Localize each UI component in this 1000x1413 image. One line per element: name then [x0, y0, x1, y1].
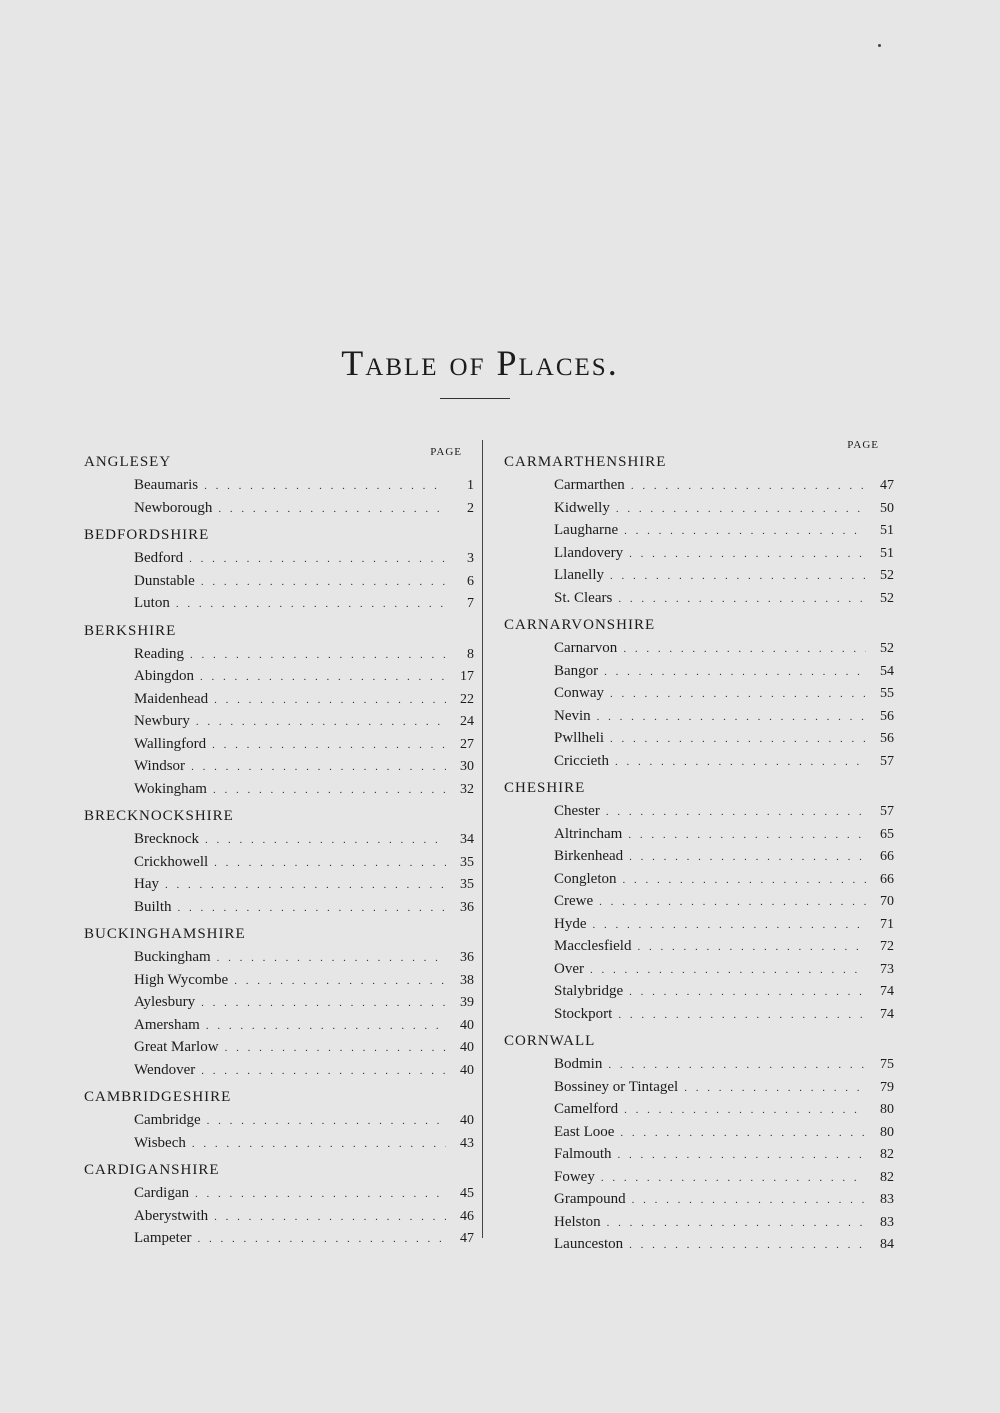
place-entry: [84, 1109, 474, 1132]
page-number: 66: [880, 871, 894, 887]
place-name: Hay: [134, 876, 159, 892]
page-number: 43: [460, 1135, 474, 1151]
place-entry: [504, 750, 894, 773]
place-entry: [84, 969, 474, 992]
page-number: 36: [460, 950, 474, 965]
place-name: High Wycombe: [134, 971, 229, 988]
place-name: Dunstable: [134, 572, 195, 589]
dot-leader: [217, 947, 446, 970]
page-number: 40: [460, 1040, 474, 1055]
dot-leader: [610, 683, 866, 706]
page-number: 80: [880, 1124, 894, 1140]
place-name: Falmouth: [554, 1146, 612, 1162]
place-entry: [84, 1205, 474, 1228]
page-number: 39: [460, 995, 474, 1010]
page-number: 50: [880, 500, 894, 516]
column-divider: [482, 440, 483, 1238]
place-entry: [84, 688, 474, 711]
county-heading: BUCKINGHAMSHIRE: [84, 926, 246, 942]
page-number: 47: [460, 1231, 474, 1246]
page-number: 72: [880, 939, 894, 954]
place-entry: [504, 1003, 894, 1026]
place-entry: [84, 474, 474, 497]
place-entry: [84, 733, 474, 756]
place-entry: [504, 958, 894, 981]
page-number: 45: [460, 1186, 474, 1201]
page-number: 35: [460, 877, 474, 892]
left-column: [84, 446, 474, 1250]
place-entry: [504, 823, 894, 846]
page-number: 57: [880, 753, 894, 769]
dot-leader: [200, 666, 446, 689]
dot-leader: [225, 1037, 446, 1060]
place-name: Aberystwith: [134, 1207, 209, 1224]
place-name: Newbury: [134, 713, 190, 729]
dot-leader: [201, 992, 446, 1015]
dot-leader: [214, 689, 446, 712]
place-entry: [504, 705, 894, 728]
page-number: 83: [880, 1214, 894, 1230]
dot-leader: [624, 1099, 866, 1122]
place-entry: [84, 710, 474, 733]
place-entry: [84, 851, 474, 874]
page-number: 75: [880, 1057, 894, 1072]
place-name: Cambridge: [134, 1112, 201, 1128]
place-name: Carmarthen: [554, 477, 625, 493]
place-name: Congleton: [554, 870, 617, 887]
dot-leader: [214, 1206, 446, 1229]
page-number: 74: [880, 984, 894, 999]
place-name: Bedford: [134, 550, 184, 566]
place-name: Llanelly: [554, 567, 604, 583]
place-name: Cardigan: [134, 1185, 189, 1201]
place-name: Nevin: [554, 707, 591, 724]
place-entry: [504, 637, 894, 660]
page-number: 35: [460, 854, 474, 870]
dot-leader: [234, 970, 446, 993]
dot-leader: [195, 1183, 446, 1206]
page-number: 51: [880, 545, 894, 561]
dot-leader: [631, 475, 866, 498]
place-name: Hyde: [554, 915, 587, 932]
place-entry: [84, 1014, 474, 1037]
place-name: Stalybridge: [554, 983, 624, 999]
page-number: 6: [467, 573, 474, 589]
place-name: Llandovery: [554, 544, 624, 561]
page-number: 80: [880, 1102, 894, 1117]
page-number: 22: [460, 691, 474, 707]
page-number: 34: [460, 832, 474, 847]
page-number: 7: [467, 596, 474, 611]
place-entry: [504, 727, 894, 750]
dot-leader: [610, 565, 866, 588]
place-name: Aylesbury: [134, 994, 196, 1010]
place-name: Helston: [554, 1213, 601, 1230]
page-speck: [878, 44, 881, 47]
place-name: Abingdon: [134, 668, 194, 684]
place-name: Windsor: [134, 758, 186, 774]
county-heading: CAMBRIDGESHIRE: [84, 1089, 232, 1105]
place-entry: [504, 564, 894, 587]
place-name: Carnarvon: [554, 640, 618, 656]
dot-leader: [190, 644, 446, 667]
page-number: 1: [467, 478, 474, 493]
place-entry: [84, 592, 474, 615]
place-name: St. Clears: [554, 589, 613, 606]
page-number: 79: [880, 1079, 894, 1095]
place-entry: [84, 1227, 474, 1250]
place-name: Newborough: [134, 499, 213, 516]
place-entry: [84, 547, 474, 570]
place-entry: [504, 497, 894, 520]
place-entry: [504, 980, 894, 1003]
place-entry: [504, 1211, 894, 1234]
page-number: 51: [880, 523, 894, 538]
place-name: Bodmin: [554, 1056, 603, 1072]
dot-leader: [201, 571, 446, 594]
page-number: 66: [880, 849, 894, 864]
page-number: 36: [460, 899, 474, 915]
place-name: East Looe: [554, 1123, 615, 1140]
place-name: Grampound: [554, 1191, 626, 1207]
dot-leader: [629, 543, 866, 566]
place-name: Brecknock: [134, 831, 199, 847]
dot-leader: [207, 1110, 446, 1133]
place-entry: [504, 1143, 894, 1166]
place-name: Buckingham: [134, 949, 211, 965]
dot-leader: [629, 1234, 866, 1257]
page-number: 56: [880, 731, 894, 746]
dot-leader: [599, 891, 866, 914]
dot-leader: [618, 1144, 866, 1167]
place-entry: [504, 913, 894, 936]
place-entry: [84, 828, 474, 851]
place-entry: [84, 991, 474, 1014]
page-number: 54: [880, 663, 894, 679]
page-number: 24: [460, 714, 474, 729]
place-entry: [504, 868, 894, 891]
dot-leader: [607, 1212, 866, 1235]
title-rule: [440, 398, 510, 399]
place-entry: [84, 1182, 474, 1205]
place-name: Maidenhead: [134, 690, 209, 707]
place-name: Crickhowell: [134, 853, 209, 870]
page-number: 40: [460, 1017, 474, 1033]
dot-leader: [201, 1060, 446, 1083]
dot-leader: [197, 1228, 446, 1251]
dot-leader: [191, 756, 446, 779]
dot-leader: [610, 728, 866, 751]
place-entry: [84, 873, 474, 896]
county-heading: CARNARVONSHIRE: [504, 617, 656, 633]
dot-leader: [176, 593, 446, 616]
place-name: Fowey: [554, 1168, 595, 1185]
dot-leader: [213, 779, 446, 802]
place-entry: [504, 1121, 894, 1144]
place-entry: [504, 474, 894, 497]
county-heading: BEDFORDSHIRE: [84, 527, 210, 543]
place-entry: [504, 1053, 894, 1076]
place-name: Altrincham: [554, 825, 623, 842]
place-name: Reading: [134, 645, 184, 662]
place-name: Beaumaris: [134, 477, 199, 493]
dot-leader: [206, 1015, 446, 1038]
dot-leader: [212, 734, 446, 757]
dot-leader: [618, 1004, 866, 1027]
place-entry: [504, 542, 894, 565]
place-name: Lampeter: [134, 1230, 192, 1246]
dot-leader: [637, 936, 866, 959]
county-heading: ANGLESEY: [84, 454, 172, 470]
place-entry: [84, 497, 474, 520]
place-entry: [504, 1166, 894, 1189]
dot-leader: [218, 498, 446, 521]
page-number: 8: [467, 646, 474, 662]
page-number: 47: [880, 478, 894, 493]
place-name: Amersham: [134, 1016, 200, 1033]
place-entry: [84, 643, 474, 666]
county-heading: CARDIGANSHIRE: [84, 1162, 220, 1178]
dot-leader: [618, 588, 866, 611]
page-number: 70: [880, 894, 894, 909]
dot-leader: [593, 914, 867, 937]
place-entry: [504, 1233, 894, 1256]
page-number: 40: [460, 1113, 474, 1128]
page-number: 55: [880, 686, 894, 701]
place-entry: [84, 778, 474, 801]
place-entry: [504, 1076, 894, 1099]
page-title: Table of Places.: [341, 343, 619, 384]
place-name: Launceston: [554, 1236, 624, 1252]
right-column: [504, 439, 894, 1256]
place-entry: [84, 665, 474, 688]
page-number: 52: [880, 590, 894, 606]
dot-leader: [214, 852, 446, 875]
page-number: 57: [880, 804, 894, 819]
dot-leader: [178, 897, 446, 920]
dot-leader: [606, 801, 866, 824]
page-number: 73: [880, 961, 894, 977]
page-number: 84: [880, 1237, 894, 1252]
page-number: 46: [460, 1208, 474, 1224]
place-entry: [84, 1132, 474, 1155]
page-number: 71: [880, 916, 894, 932]
page-number: 52: [880, 641, 894, 656]
page-number: 2: [467, 500, 474, 516]
place-name: Luton: [134, 595, 170, 611]
dot-leader: [189, 548, 446, 571]
place-name: Crewe: [554, 893, 594, 909]
dot-leader: [628, 824, 866, 847]
place-name: Great Marlow: [134, 1039, 219, 1055]
place-entry: [504, 935, 894, 958]
place-entry: [504, 660, 894, 683]
dot-leader: [624, 520, 866, 543]
place-entry: [84, 1036, 474, 1059]
page-column-label: PAGE: [847, 439, 879, 451]
page-number: 82: [880, 1169, 894, 1185]
page-number: 65: [880, 826, 894, 842]
county-heading: CORNWALL: [504, 1033, 596, 1049]
place-name: Birkenhead: [554, 848, 624, 864]
dot-leader: [620, 1122, 866, 1145]
page-number: 27: [460, 736, 474, 752]
county-heading: CARMARTHENSHIRE: [504, 454, 667, 470]
dot-leader: [623, 638, 866, 661]
place-entry: [84, 570, 474, 593]
page-number: 17: [460, 669, 474, 684]
page-number: 52: [880, 568, 894, 583]
place-name: Builth: [134, 898, 172, 915]
place-entry: [504, 1098, 894, 1121]
page-number: 38: [460, 972, 474, 988]
dot-leader: [616, 498, 866, 521]
place-name: Camelford: [554, 1101, 619, 1117]
dot-leader: [615, 751, 866, 774]
place-name: Bossiney or Tintagel: [554, 1078, 679, 1095]
page-number: 83: [880, 1192, 894, 1207]
place-name: Stockport: [554, 1005, 613, 1022]
page-number: 56: [880, 708, 894, 724]
place-name: Bangor: [554, 662, 599, 679]
place-entry: [504, 800, 894, 823]
page-number: 40: [460, 1062, 474, 1078]
place-name: Over: [554, 960, 584, 977]
place-name: Criccieth: [554, 752, 609, 769]
dot-leader: [192, 1133, 446, 1156]
place-entry: [504, 682, 894, 705]
place-name: Macclesfield: [554, 938, 632, 954]
dot-leader: [204, 475, 446, 498]
place-entry: [504, 587, 894, 610]
dot-leader: [205, 829, 446, 852]
place-name: Pwllheli: [554, 730, 605, 746]
dot-leader: [629, 981, 866, 1004]
place-entry: [84, 946, 474, 969]
page-number: 32: [460, 781, 474, 797]
place-name: Wisbech: [134, 1134, 186, 1151]
dot-leader: [590, 959, 866, 982]
dot-leader: [632, 1189, 866, 1212]
page-number: 3: [467, 551, 474, 566]
place-name: Kidwelly: [554, 499, 610, 516]
county-heading: BRECKNOCKSHIRE: [84, 808, 234, 824]
place-entry: [84, 755, 474, 778]
place-entry: [504, 845, 894, 868]
place-entry: [504, 519, 894, 542]
dot-leader: [597, 706, 866, 729]
place-entry: [84, 896, 474, 919]
place-entry: [504, 1188, 894, 1211]
county-heading: CHESHIRE: [504, 780, 586, 796]
dot-leader: [165, 874, 446, 897]
page-number: 30: [460, 759, 474, 774]
dot-leader: [629, 846, 866, 869]
dot-leader: [604, 661, 866, 684]
dot-leader: [196, 711, 446, 734]
page-number: 82: [880, 1147, 894, 1162]
dot-leader: [684, 1077, 866, 1100]
page-column-label: PAGE: [430, 446, 462, 458]
place-name: Conway: [554, 685, 604, 701]
dot-leader: [608, 1054, 866, 1077]
place-name: Chester: [554, 803, 600, 819]
place-name: Wallingford: [134, 735, 207, 752]
county-heading: BERKSHIRE: [84, 622, 177, 639]
page-number: 74: [880, 1006, 894, 1022]
place-name: Laugharne: [554, 522, 619, 538]
dot-leader: [623, 869, 867, 892]
place-name: Wendover: [134, 1061, 196, 1078]
dot-leader: [601, 1167, 866, 1190]
place-entry: [84, 1059, 474, 1082]
place-entry: [504, 890, 894, 913]
place-name: Wokingham: [134, 780, 207, 797]
